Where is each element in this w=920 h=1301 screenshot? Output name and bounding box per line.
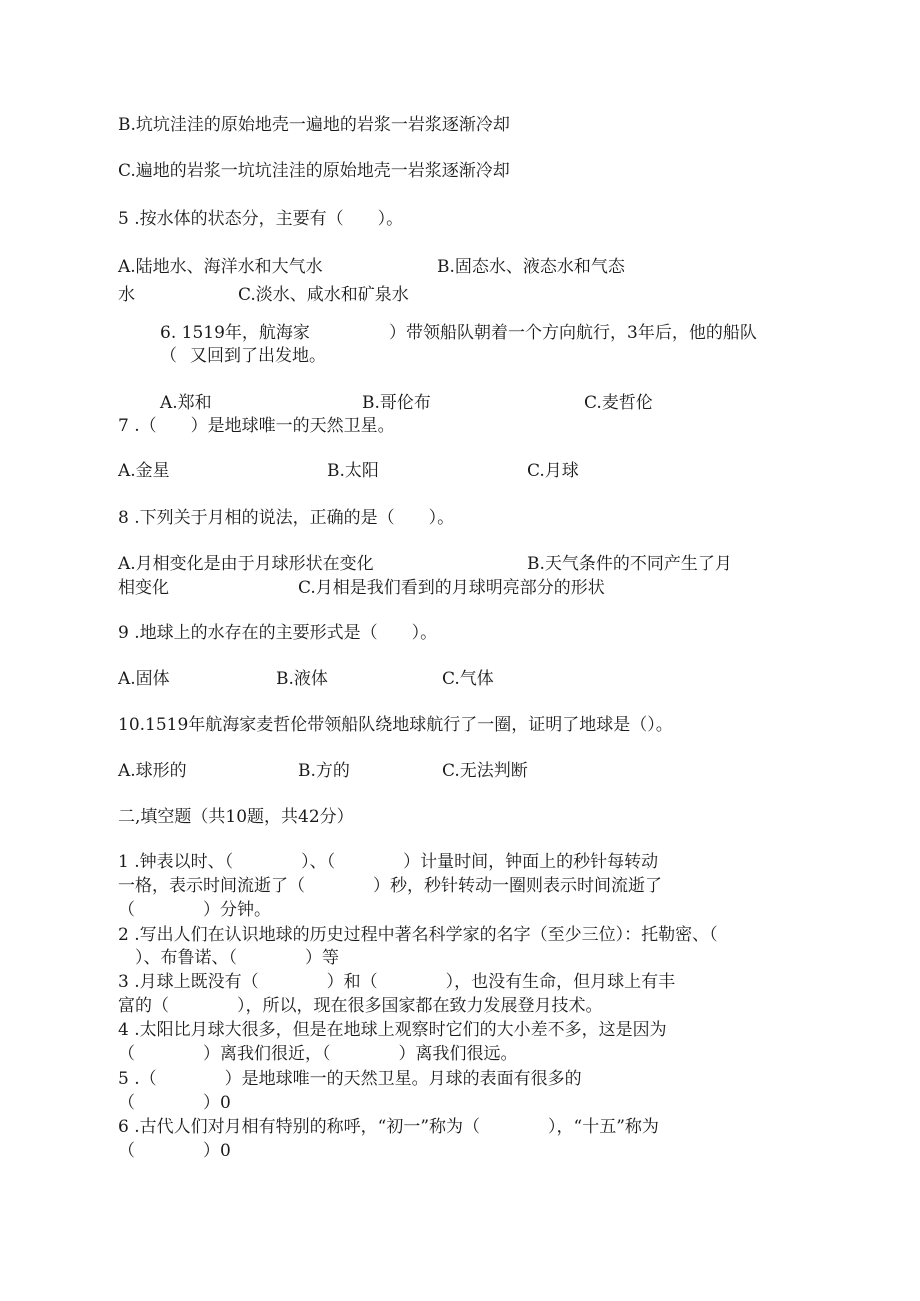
q8-option-b: B.天气条件的不同产生了月: [527, 554, 732, 574]
fill2-line2: ）、布鲁诺、（ ）等: [118, 948, 339, 968]
q6-option-a: A.郑和: [160, 393, 212, 413]
q6-stem-end: ）带领船队朝着一个方向航行，3年后，他的船队: [389, 323, 757, 343]
q8-option-b-continued: 相变化: [118, 578, 169, 598]
q5-stem: 5 .按水体的状态分，主要有（ ）。: [118, 209, 404, 229]
fill6-line1: 6 .古代人们对月相有特别的称呼，“初一”称为（ ），“十五”称为: [118, 1117, 659, 1137]
fill5-line2: （ ）0: [118, 1093, 231, 1113]
q7-option-c: C.月球: [527, 461, 579, 481]
q10-option-a: A.球形的: [118, 761, 187, 781]
q10-stem: 10.1519年航海家麦哲伦带领船队绕地球航行了一圈，证明了地球是（）。: [118, 715, 673, 735]
q6-paren: （: [160, 346, 177, 366]
q6-stem-line2: 又回到了出发地。: [190, 346, 326, 366]
fill1-line1: 1 .钟表以时、（ ）、（ ）计量时间，钟面上的秒针每转动: [118, 852, 659, 872]
fill5-line1: 5 .（ ）是地球唯一的天然卫星。月球的表面有很多的: [118, 1069, 582, 1089]
q9-stem: 9 .地球上的水存在的主要形式是（ ）。: [118, 623, 438, 643]
q5-option-a: A.陆地水、海洋水和大气水: [118, 257, 323, 277]
q6-option-b: B.哥伦布: [362, 393, 431, 413]
q10-option-c: C.无法判断: [442, 761, 528, 781]
fill1-line3: （ ）分钟。: [118, 900, 271, 920]
q5-option-c: C.淡水、咸水和矿泉水: [238, 285, 409, 305]
q6-stem-start: 6. 1519年，航海家: [160, 323, 310, 343]
q5-option-b-continued: 水: [118, 285, 135, 305]
q7-option-b: B.太阳: [327, 461, 379, 481]
q9-option-c: C.气体: [442, 669, 494, 689]
fill3-line1: 3 .月球上既没有（ ）和（ ），也没有生命，但月球上有丰: [118, 972, 676, 992]
fill3-line2: 富的（ ），所以，现在很多国家都在致力发展登月技术。: [118, 996, 603, 1016]
q10-option-b: B.方的: [298, 761, 350, 781]
q7-option-a: A.金星: [118, 461, 170, 481]
q8-option-a: A.月相变化是由于月球形状在变化: [118, 554, 374, 574]
q9-option-a: A.固体: [118, 669, 170, 689]
q9-option-b: B.液体: [276, 669, 328, 689]
q8-option-c: C.月相是我们看到的月球明亮部分的形状: [298, 578, 605, 598]
fill6-line2: （ ）0: [118, 1141, 231, 1161]
fill4-line1: 4 .太阳比月球大很多，但是在地球上观察时它们的大小差不多，这是因为: [118, 1020, 667, 1040]
q5-option-b: B.固态水、液态水和气态: [437, 257, 625, 277]
q8-stem: 8 .下列关于月相的说法，正确的是（ ）。: [118, 508, 455, 528]
q4-option-b: B.坑坑洼洼的原始地壳一遍地的岩浆一岩浆逐渐冷却: [118, 115, 510, 135]
q4-option-c: C.遍地的岩浆一坑坑洼洼的原始地壳一岩浆逐渐冷却: [118, 161, 510, 181]
fill1-line2: 一格，表示时间流逝了（ ）秒，秒针转动一圈则表示时间流逝了: [118, 876, 662, 896]
q7-stem: 7 .（ ）是地球唯一的天然卫星。: [118, 416, 395, 436]
fill2-line1: 2 .写出人们在认识地球的历史过程中著名科学家的名字（至少三位）：托勒密、（: [118, 925, 718, 945]
q6-option-c: C.麦哲伦: [584, 393, 653, 413]
fill4-line2: （ ）离我们很近，（ ）离我们很远。: [118, 1044, 518, 1064]
section-title-fill-in: 二,填空题（共10题，共42分）: [118, 807, 354, 827]
